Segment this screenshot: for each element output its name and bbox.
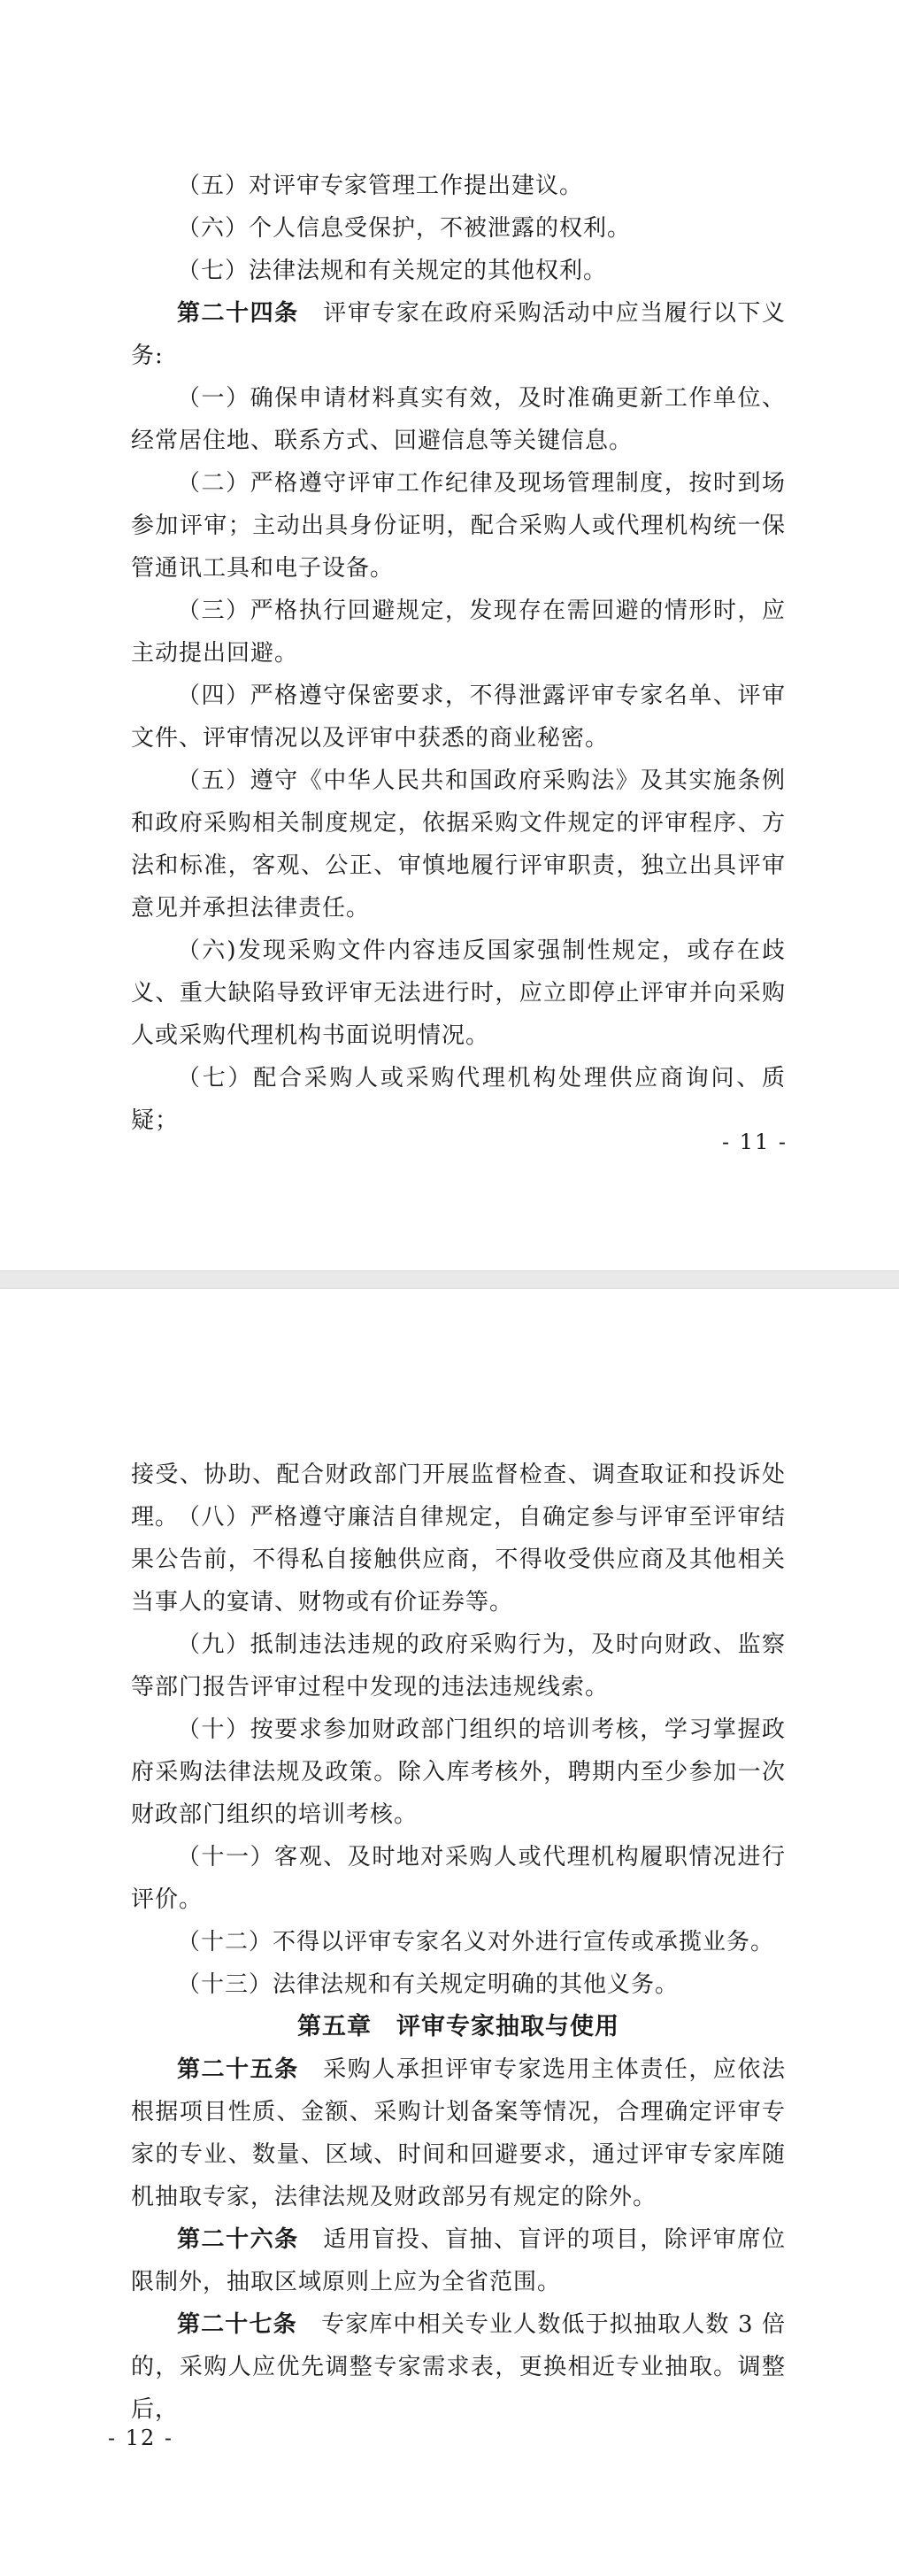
duty-item-5: （五）遵守《中华人民共和国政府采购法》及其实施条例和政府采购相关制度规定，依据采购文件规定的评审程序、方法和标准，客观、公正、审慎地履行评审职责，独立出具评审意见并承担法律责任。 [131, 767, 786, 922]
rights-item-6: （六）个人信息受保护，不被泄露的权利。 [177, 215, 632, 242]
article-27 [131, 2303, 786, 2431]
chapter-5-title: 第五章 评审专家抽取与使用 [297, 2013, 619, 2040]
article-24-text: 评审专家在政府采购活动中应当履行以下义务: [131, 300, 786, 369]
duty-item-10: （十）按要求参加财政部门组织的培训考核，学习掌握政府采购法律法规及政策。除入库考核外，聘期内至少参加一次财政部门组织的培训考核。 [131, 1716, 786, 1828]
article-25-text: 采购人承担评审专家选用主体责任，应依法根据项目性质、金额、采购计划备案等情况，合理确定评审专家的专业、数量、区域、时间和回避要求，通过评审专家库随机抽取专家，法律法规及财政部另有规定的除外。 [131, 2056, 786, 2210]
article-26-text: 适用盲投、盲抽、盲评的项目，除评审席位限制外，抽取区域原则上应为全省范围。 [131, 2226, 786, 2295]
article-24 [131, 292, 786, 377]
duty-item-7-continuation: 接受、协助、配合财政部门开展监督检查、调查取证和投诉处理。 [131, 1462, 786, 1531]
duty-item-1: （一）确保申请材料真实有效，及时准确更新工作单位、经常居住地、联系方式、回避信息等关键信息。 [131, 385, 786, 454]
duty-item-4: （四）严格遵守保密要求，不得泄露评审专家名单、评审文件、评审情况以及评审中获悉的商业秘密。 [131, 683, 786, 752]
document-page-11 [0, 0, 899, 1270]
article-27-heading: 第二十七条 [177, 2311, 297, 2338]
duty-item-6: （六)发现采购文件内容违反国家强制性规定，或存在歧义、重大缺陷导致评审无法进行时，应立即停止评审并向采购人或采购代理机构书面说明情况。 [131, 937, 786, 1049]
duty-item-12: （十二）不得以评审专家名义对外进行宣传或承揽业务。 [177, 1929, 775, 1955]
page-number-12: - 12 - [108, 2426, 174, 2450]
rights-item-7: （七）法律法规和有关规定的其他权利。 [177, 258, 608, 284]
article-27-text: 专家库中相关专业人数低于拟抽取人数 3 倍的，采购人应优先调整专家需求表，更换相近专业抽取。调整后， [131, 2311, 786, 2423]
article-26-heading: 第二十六条 [177, 2226, 299, 2253]
duty-item-3: （三）严格执行回避规定，发现存在需回避的情形时，应主动提出回避。 [131, 598, 786, 667]
page-number-11: - 11 - [722, 1130, 788, 1154]
article-25-heading: 第二十五条 [177, 2056, 299, 2083]
duty-item-9: （九）抵制违法违规的政府采购行为，及时向财政、监察等部门报告评审过程中发现的违法违规线索。 [131, 1631, 786, 1701]
duty-item-8: （八）严格遵守廉洁自律规定，自确定参与评审至评审结果公告前，不得私自接触供应商，不得收受供应商及其他相关当事人的宴请、财物或有价证券等。 [131, 1504, 786, 1616]
duty-item-7: （七）配合采购人或采购代理机构处理供应商询问、质疑； [131, 1065, 786, 1134]
document-page-12 [0, 1289, 899, 2576]
duty-item-13: （十三）法律法规和有关规定明确的其他义务。 [177, 1971, 680, 1998]
rights-item-5: （五）对评审专家管理工作提出建议。 [177, 173, 584, 199]
article-24-heading: 第二十四条 [177, 300, 299, 327]
duty-item-2: （二）严格遵守评审工作纪律及现场管理制度，按时到场参加评审；主动出具身份证明，配合采购人或代理机构统一保管通讯工具和电子设备。 [131, 470, 786, 582]
article-25 [131, 2048, 786, 2218]
article-26 [131, 2218, 786, 2303]
duty-item-11: （十一）客观、及时地对采购人或代理机构履职情况进行评价。 [131, 1844, 786, 1913]
